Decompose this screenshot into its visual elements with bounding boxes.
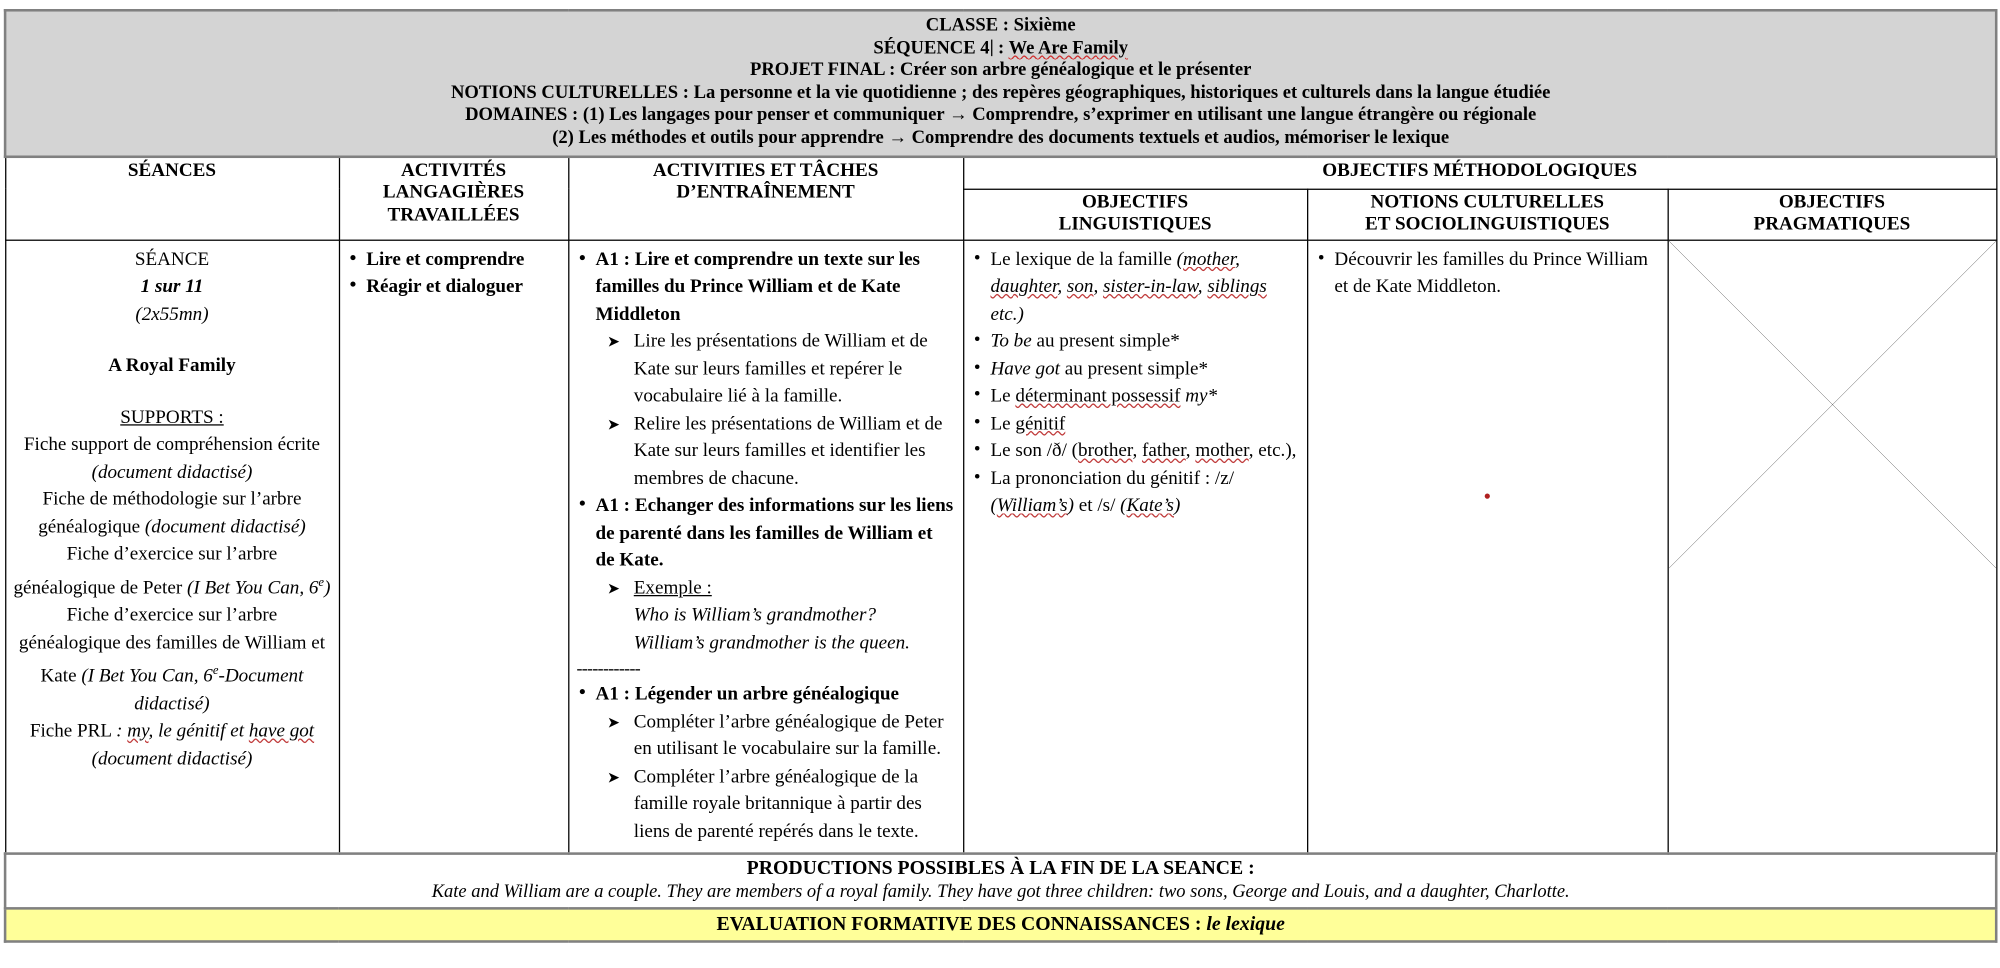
spellcheck-underline: déterminant possessif [1015, 386, 1181, 407]
list-item: • Lire et comprendre [347, 247, 560, 274]
spellcheck-underline: Kate’s [1126, 495, 1174, 517]
banner-domaines-2: (2) Les méthodes et outils pour apprendre → Comprendre des documents textuels et audios, mémoriser le lexique [552, 127, 1450, 148]
ol-line-2: LINGUISTIQUES [1058, 214, 1212, 235]
support-item [13, 542, 330, 603]
banner-sequence-sep: : [993, 37, 1009, 59]
spacer [13, 329, 330, 353]
header-row-primary [5, 156, 1996, 188]
banner-sequence [14, 38, 1987, 60]
ol-lead: To be [990, 331, 1032, 352]
spellcheck-underline: mother [1195, 440, 1249, 462]
spellcheck-underline: son [1066, 276, 1094, 297]
text-caret [991, 39, 992, 56]
col-header-objectifs-methodologiques [963, 156, 1996, 188]
list-item: • Réagir et dialoguer [347, 274, 560, 301]
spellcheck-underline: brother [1078, 440, 1133, 462]
ns-line-2: ET SOCIOLINGUISTIQUES [1365, 214, 1610, 235]
cell-notions-socio [1307, 240, 1668, 854]
col-header-activites-langagieres [339, 156, 568, 239]
list-item [607, 575, 955, 657]
seance-title: A Royal Family [108, 355, 236, 376]
list-item [971, 356, 1298, 383]
col-header-notions-socio [1307, 189, 1668, 240]
list-item [971, 329, 1298, 356]
col-header-objectifs-linguistiques [963, 189, 1307, 240]
spellcheck-underline: daughter [990, 276, 1058, 297]
alt-line-1: ACTIVITÉS [400, 160, 507, 181]
banner-sequence-pre: SÉQUENCE 4 [873, 37, 990, 59]
activites-langagieres-list [347, 247, 560, 302]
om-label: OBJECTIFS MÉTHODOLOGIQUES [1322, 160, 1638, 181]
taches-block-2-example [576, 575, 954, 657]
document-page [0, 9, 2000, 968]
ns-line-1: NOTIONS CULTURELLES [1370, 191, 1604, 213]
spellcheck-underline: siblings [1207, 276, 1267, 297]
seance-duration: (2x55mn) [135, 303, 209, 325]
col-header-objectifs-pragmatiques [1668, 189, 1997, 240]
ol-note: my* [1185, 386, 1218, 407]
evaluation-title: EVALUATION FORMATIVE DES CONNAISSANCES : [716, 913, 1207, 936]
banner-sequence-title: We Are Family [1008, 37, 1129, 59]
taches-block-1-steps [576, 329, 954, 493]
diagonal-cross-icon [1668, 240, 1995, 567]
col-header-seances [5, 156, 339, 239]
tache-block-2-title: • A1 : Echanger des informations sur les liens de parenté dans les familles de William et de Kate. [576, 493, 954, 575]
support-note: (document didactisé) [144, 516, 306, 538]
document-scale-wrapper [0, 9, 2000, 943]
cell-objectifs-linguistiques [963, 240, 1307, 854]
list-item: • Découvrir les familles du Prince William et de Kate Middleton. [1315, 247, 1659, 302]
list-item [971, 247, 1298, 329]
banner-classe: CLASSE : Sixième [925, 15, 1076, 36]
ol-line-1: OBJECTIFS [1081, 191, 1189, 213]
banner-projet-final: PROJET FINAL : Créer son arbre généalogique et le présenter [750, 60, 1252, 81]
op-line-1: OBJECTIFS [1778, 191, 1886, 213]
support-note: (I Bet You Can, 6e) [186, 575, 331, 599]
support-text: Fiche PRL [29, 721, 117, 742]
supports-label: SUPPORTS : [120, 407, 224, 428]
cell-objectifs-pragmatiques-empty [1668, 240, 1997, 854]
productions-cell [5, 854, 1996, 909]
objectifs-linguistiques-list [971, 247, 1298, 521]
seance-label: SÉANCE [134, 249, 210, 270]
taches-list [576, 247, 954, 329]
list-item: ➤ Compléter l’arbre généalogique de la famille royale britannique à partir des liens de parenté repérés dans le texte. [607, 764, 955, 846]
ordinal-suffix: e [318, 575, 325, 590]
banner-notions-culturelles: NOTIONS CULTURELLES : La personne et la vie quotidienne ; des repères géographiques, historiques et culturels dans la langue étudiée [451, 82, 1551, 103]
spellcheck-underline: William’s [996, 495, 1068, 517]
banner-row [5, 10, 1996, 156]
support-item [13, 487, 330, 542]
op-line-2: PRAGMATIQUES [1753, 214, 1911, 235]
support-note: : my, le génitif et have got (document didactisé) [91, 721, 315, 769]
sequence-table [4, 9, 1998, 943]
ol-lead: Have got [990, 358, 1060, 380]
evaluation-emphasis: le lexique [1206, 913, 1285, 936]
section-separator: ------------ [576, 660, 641, 680]
support-note: (I Bet You Can, 6e-Document didactisé) [81, 663, 304, 715]
list-item: • La prononciation du génitif : /z/ (William’s) et /s/ (Kate’s) [971, 466, 1298, 521]
example-label: Exemple : [633, 577, 712, 599]
cell-seance-info [5, 240, 339, 854]
banner-cell [5, 10, 1996, 156]
evaluation-cell [5, 908, 1996, 941]
alt-line-2: LANGAGIÈRES [382, 182, 525, 203]
cell-activites-taches [568, 240, 963, 854]
list-item: • Le son /ð/ (brother, father, mother, etc.), [971, 438, 1298, 465]
list-item: ➤ Compléter l’arbre généalogique de Peter en utilisant le vocabulaire sur la famille. [607, 709, 955, 764]
alt-line-3: TRAVAILLÉES [387, 204, 520, 226]
example-question: Who is William’s grandmother? [633, 605, 877, 626]
ol-note: (William’s) [990, 495, 1074, 517]
att-line-1: ACTIVITIES ET TÂCHES [652, 160, 879, 181]
ol-text: Le lexique de la famille [990, 249, 1177, 270]
ordinal-suffix: e [212, 663, 219, 678]
col-header-seances-label: SÉANCES [127, 160, 217, 181]
list-item: • Le déterminant possessif my* [971, 384, 1298, 411]
tache-block-3-title: • A1 : Légender un arbre généalogique [576, 682, 954, 709]
seance-row [5, 240, 1996, 854]
spellcheck-underline: génitif [1015, 413, 1066, 434]
evaluation-row [5, 908, 1996, 941]
support-note: (document didactisé) [91, 461, 253, 483]
list-item: ➤ Relire les présentations de William et de Kate sur leurs familles et identifier les membres de chacune. [607, 411, 955, 493]
att-line-2: D’ENTRAÎNEMENT [676, 182, 855, 203]
spellcheck-underline: sister-in-law [1102, 276, 1198, 297]
support-text: Fiche d’exercice sur l’arbre généalogique de Peter [13, 544, 278, 599]
tache-block-1-title: • A1 : Lire et comprendre un texte sur les familles du Prince William et de Kate Middleton [576, 247, 954, 329]
ol-note: (Kate’s) [1120, 495, 1181, 517]
taches-list-3 [576, 682, 954, 709]
support-item [13, 432, 330, 487]
productions-row [5, 854, 1996, 909]
support-item [13, 603, 330, 719]
ol-note: (mother, daughter, son, sister-in-law, siblings etc.) [990, 249, 1267, 325]
spellcheck-underline: mother [1183, 249, 1236, 270]
support-text: Fiche d’exercice sur l’arbre généalogique des familles de William et Kate [18, 605, 326, 687]
spellcheck-underline: father [1142, 440, 1186, 462]
red-dot-marker: • [1483, 483, 1492, 508]
spellcheck-underline: have got [248, 721, 315, 742]
cell-activites-langagieres [339, 240, 568, 854]
example-answer: William’s grandmother is the queen. [633, 632, 910, 654]
support-text: Fiche de méthodologie sur l’arbre généalogique [38, 489, 302, 538]
support-item [13, 719, 330, 774]
productions-title: PRODUCTIONS POSSIBLES À LA FIN DE LA SEANCE : [746, 857, 1255, 880]
seance-number: 1 sur 11 [140, 276, 204, 297]
taches-block-3-steps [576, 709, 954, 846]
taches-list-2 [576, 493, 954, 575]
banner-domaines-1: DOMAINES : (1) Les langages pour penser et communiquer → Comprendre, s’exprimer en utilisant une langue étrangère ou régionale [465, 105, 1537, 126]
support-text: Fiche support de compréhension écrite [23, 434, 321, 455]
list-item: • Le génitif [971, 411, 1298, 438]
spacer [13, 380, 330, 404]
notions-socio-list [1315, 247, 1659, 302]
productions-body: Kate and William are a couple. They are members of a royal family. They have got three children: two sons, George and Louis, and a daughter, Charlotte. [431, 881, 1570, 903]
spellcheck-underline: my [127, 721, 149, 742]
col-header-activites-taches [568, 156, 963, 239]
ol-text: au present simple* [1031, 331, 1180, 352]
list-item: ➤ Lire les présentations de William et de Kate sur leurs familles et repérer le vocabulaire lié à la famille. [607, 329, 955, 411]
ol-text: au present simple* [1059, 358, 1209, 380]
